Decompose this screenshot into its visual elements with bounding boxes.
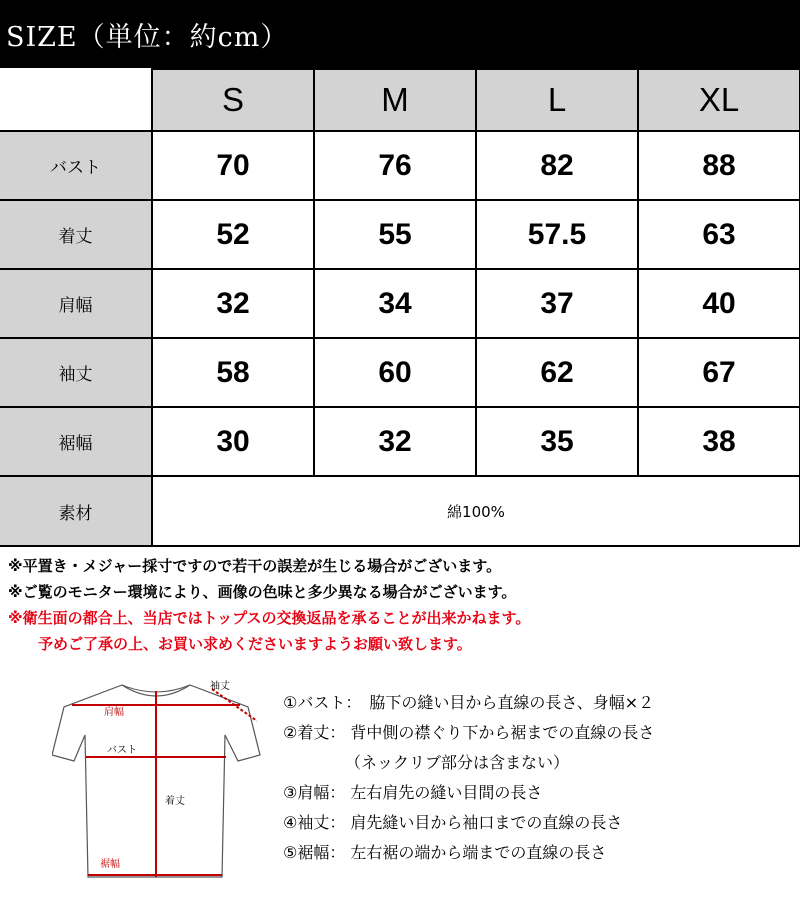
table-cell: 58	[152, 338, 314, 407]
measure-hem: ⑤裾幅： 左右裾の端から端までの直線の長さ	[283, 843, 607, 862]
table-cell: 63	[638, 200, 800, 269]
table-row	[0, 131, 800, 200]
note-no-returns: ※衛生面の都合上、当店ではトップスの交換返品を承ることが出来かねます。	[8, 609, 531, 627]
tshirt-outline-icon	[52, 677, 277, 887]
size-title: SIZE（単位：約cm）	[6, 21, 289, 53]
diagram-label-bust: バスト	[107, 745, 137, 756]
table-row	[0, 407, 800, 476]
row-label-shoulder: 肩幅	[0, 269, 152, 338]
diagram-label-sleeve: 袖丈	[210, 681, 230, 692]
table-cell: 88	[638, 131, 800, 200]
table-cell: 70	[152, 131, 314, 200]
notes	[8, 553, 798, 657]
diagram-label-hem: 裾幅	[100, 859, 120, 870]
size-header-xl: XL	[638, 69, 800, 131]
size-header-s: S	[152, 69, 314, 131]
tshirt-diagram	[52, 677, 277, 887]
row-label-bust: バスト	[0, 131, 152, 200]
diagram-label-shoulder: 肩幅	[104, 707, 124, 718]
table-cell: 32	[152, 269, 314, 338]
table-cell: 35	[476, 407, 638, 476]
measure-bust: ①バスト： 脇下の縫い目から直線の長さ、身幅×２	[283, 693, 655, 712]
table-cell: 37	[476, 269, 638, 338]
material-row	[0, 476, 800, 546]
material-value: 綿100%	[152, 476, 800, 546]
diagram-label-length: 着丈	[165, 796, 185, 807]
table-cell: 38	[638, 407, 800, 476]
size-table	[0, 68, 800, 547]
table-row	[0, 269, 800, 338]
size-header-l: L	[476, 69, 638, 131]
table-cell: 67	[638, 338, 800, 407]
table-row	[0, 338, 800, 407]
row-label-length: 着丈	[0, 200, 152, 269]
table-row	[0, 200, 800, 269]
table-cell: 60	[314, 338, 476, 407]
size-title-bar	[0, 0, 800, 68]
size-header-m: M	[314, 69, 476, 131]
table-cell: 76	[314, 131, 476, 200]
measure-shoulder: ③肩幅： 左右肩先の縫い目間の長さ	[283, 783, 543, 802]
table-corner	[0, 69, 152, 131]
size-header-row	[0, 69, 800, 131]
measure-length-note: （ネックリブ部分は含まない）	[345, 753, 570, 772]
note-monitor-color: ※ご覧のモニター環境により、画像の色味と多少異なる場合がございます。	[8, 583, 517, 601]
row-label-material: 素材	[0, 476, 152, 546]
measure-length: ②着丈： 背中側の襟ぐり下から裾までの直線の長さ	[283, 723, 655, 742]
table-cell: 82	[476, 131, 638, 200]
table-cell: 40	[638, 269, 800, 338]
table-cell: 32	[314, 407, 476, 476]
table-cell: 57.5	[476, 200, 638, 269]
measurement-guide	[283, 688, 798, 868]
note-measurement-error: ※平置き・メジャー採寸ですので若干の誤差が生じる場合がございます。	[8, 557, 502, 575]
table-cell: 34	[314, 269, 476, 338]
table-cell: 55	[314, 200, 476, 269]
note-acknowledge: 予めご了承の上、お買い求めくださいますようお願い致します。	[38, 635, 472, 653]
table-cell: 52	[152, 200, 314, 269]
row-label-sleeve: 袖丈	[0, 338, 152, 407]
table-cell: 30	[152, 407, 314, 476]
table-cell: 62	[476, 338, 638, 407]
row-label-hem: 裾幅	[0, 407, 152, 476]
measure-sleeve: ④袖丈： 肩先縫い目から袖口までの直線の長さ	[283, 813, 623, 832]
